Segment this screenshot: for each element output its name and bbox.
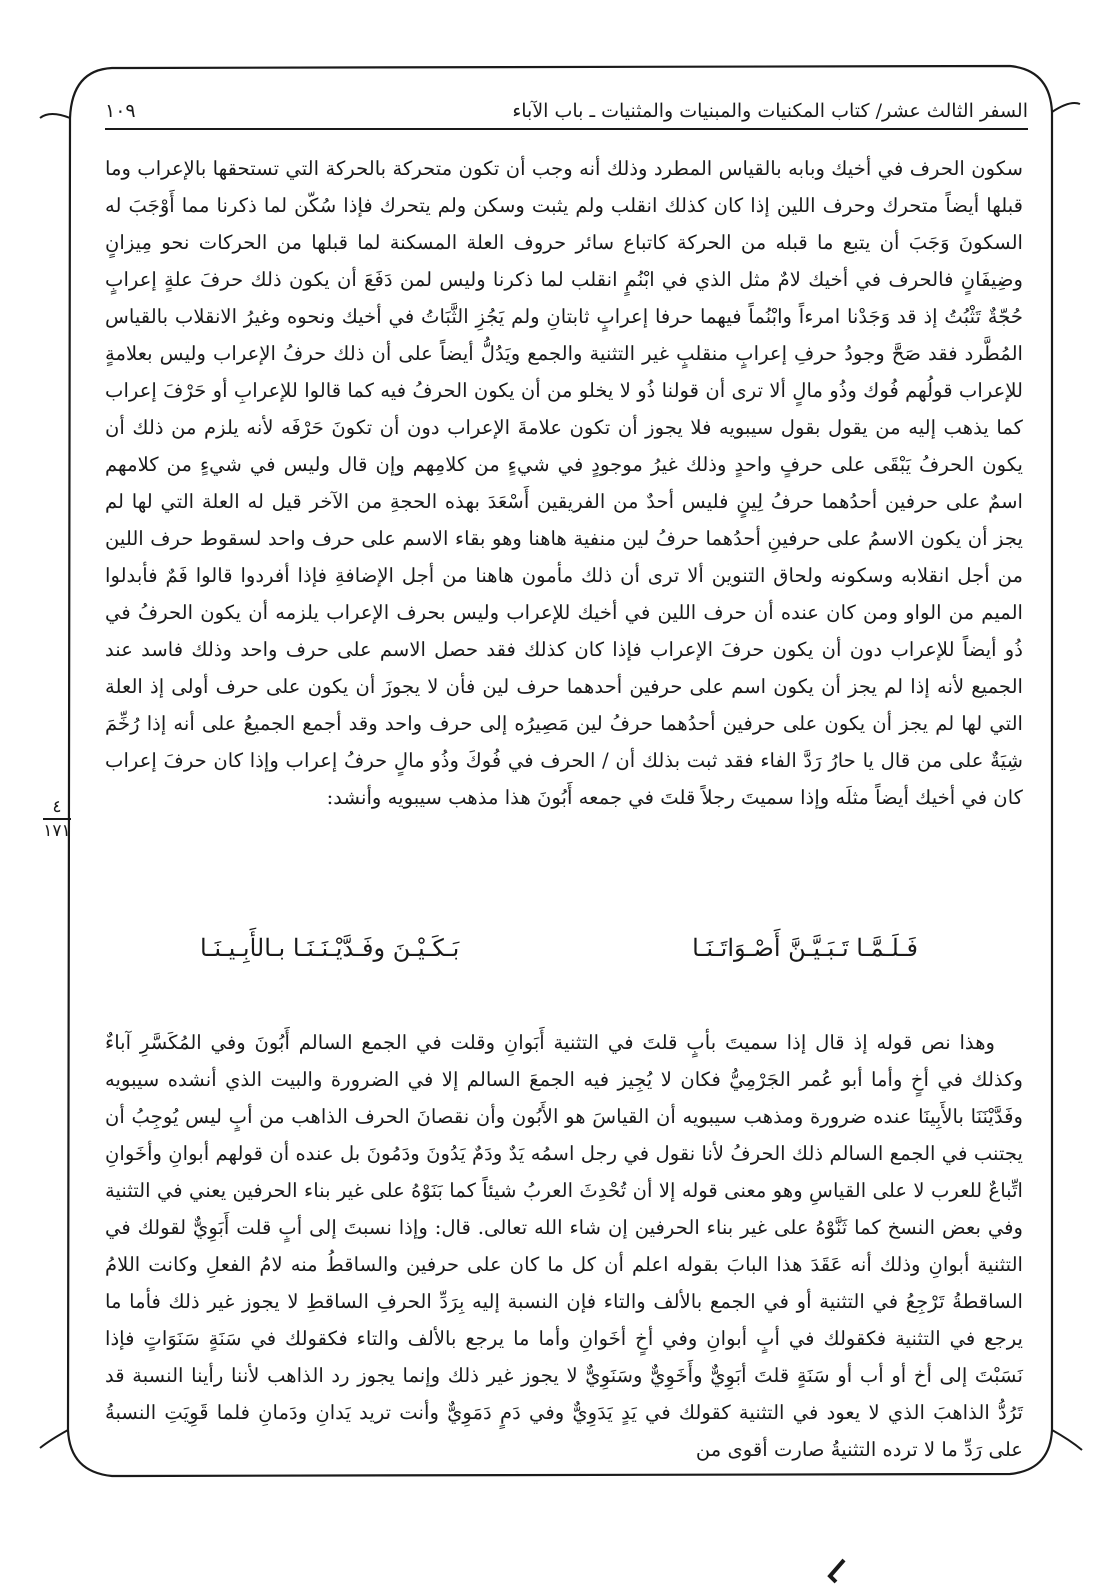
margin-reference-divider — [43, 818, 71, 820]
margin-reference-volume: ٤ — [52, 797, 62, 817]
margin-reference — [40, 798, 74, 840]
running-header — [105, 86, 1028, 130]
margin-reference-page: ١٧١ — [43, 821, 71, 841]
running-title: السفر الثالث عشر/ كتاب المكنيات والمبنيات والمثنيات ـ باب الآباء — [512, 100, 1028, 122]
verse-hemistich-1: فَـلَـمَّـا تَـبَـيَّـنَّ أَصْـوَاتَـنَـا — [692, 934, 918, 962]
verse-hemistich-2: بَـكَـيْـنَ وفَـدَّيْـنَـنَـا بـالأَبِـيـنَـا — [200, 934, 460, 962]
second-text-block — [105, 1024, 1023, 1468]
paragraph-1: سكون الحرف في أخيك وبابه بالقياس المطرد وذلك أنه وجب أن تكون متحركة بالحركة التي تستحقها بالإعراب وما قبلها أيضاً متحرك وحرف اللين إذا كان كذلك انقلب ولم يثبت وسكن ولم يتحرك فإذا سُكّن لما ذكرنا مما أَوْجَبَ له السكونَ وَجَبَ أن يتبع ما قبله من الحركة كاتباع سائر حروف العلة المسكنة لما قبلها من الحركات نحو مِيزانٍ وضِيفَانٍ فالحرف في أخيك لامٌ مثل الذي في ابْنُمٍ انقلب لما ذكرنا وليس لمن دَفَعَ أن يكون ذلك حرفَ علةٍ إعرابٍ حُجّةٌ تَثْبُتُ إذ قد وَجَدْنا امرءاً وابْنُماً فيهما حرفا إعرابٍ ثابتانِ ولم يَجُزِ الثَّبَاتُ في أخيك ونحوه وغيرُ الانقلاب بالقياس المُطَّرد فقد صَحَّ وجودُ حرفِ إعرابٍ منقلبٍ غير التثنية والجمع ويَدُلُّ أيضاً على أن ذلك حرفُ الإعراب وليس بعلامةٍ للإعراب قولُهم فُوك وذُو مالٍ ألا ترى أن قولنا ذُو لا يخلو من أن يكون الحرفُ فيه كما قالوا للإعرابِ أو حَرْفَ إعراب كما يذهب إليه من يقول بقول سيبويه فلا يجوز أن تكون علامةَ الإعراب دون أن تكونَ حَرْفَه لأنه يلزم من ذلك أن يكون الحرفُ يَبْقَى على حرفٍ واحدٍ وذلك غيرُ موجودٍ في شيءٍ من كلامِهم وإن قال وليس في شيءٍ من كلامهم اسمٌ على حرفين أحدُهما حرفُ لِينٍ فليس أحدٌ من الفريقين أَسْعَدَ بهذه الحجةِ من الآخر قيل له العلة التي لها لم يجز أن يكون الاسمُ على حرفينِ أحدُهما حرفُ لين منفية هاهنا وهو بقاء الاسم على حرف واحد لسقوط حرف اللين من أجل انقلابه وسكونه ولحاق التنوين ألا ترى أن ذلك مأمون هاهنا من أجل الإضافةِ فإذا أفردوا قالوا فَمٌ فأبدلوا الميم من الواو ومن كان عنده أن حرف اللين في أخيك للإعراب وليس بحرف الإعراب يلزمه أن يكون الحرفُ في ذُو أيضاً للإعراب دون أن يكون حرفَ الإعراب فإذا كان كذلك فقد حصل الاسم على حرف واحد وذلك فاسد عند الجميع لأنه إذا لم يجز أن يكون اسم على حرفين أحدهما حرف لين فأن لا يجوزَ أن يكون على حرف أولى إذ العلة التي لها لم يجز أن يكون على حرفين أحدُهما حرفُ لين مَصِيرُه إلى حرف واحد وقد أجمع الجميعُ على أنه إذا رُخِّمَ شِيَةٌ على من قال يا حارُ رَدَّ الفاء فقد ثبت بذلك أن / الحرف في فُوكَ وذُو مالٍ حرفُ إعراب وإذا كان حرفَ إعراب كان في أخيك أيضاً مثلَه وإذا سميتَ رجلاً قلتَ في جمعه أَبُونَ هذا مذهب سيبويه وأنشد: — [105, 157, 1023, 809]
scan-mark-icon — [822, 1556, 852, 1586]
page-number: ١٠٩ — [105, 100, 136, 122]
paragraph-2: وهذا نص قوله إذ قال إذا سميتَ بأبٍ قلتَ في التثنية أَبَوانِ وقلت في الجمع السالم أَبُونَ وفي المُكَسَّرِ آباءٌ وكذلك في أخٍ وأما أبو عُمر الجَرْمِيُّ فكان لا يُجِيز فيه الجمعَ السالم إلا في الضرورة والبيت الذي أنشده سيبويه وفَدَّيْنَنَا بالأَبِينَا عنده ضرورة ومذهب سيبويه أن القياسَ هو الأَبُون وأن نقصانَ الحرف الذاهب من أبٍ ليس يُوجِبُ أن يجتنب في الجمع السالم ذلك الحرفُ لأنا نقول في رجل اسمُه يَدٌ ودَمٌ يَدُونَ ودَمُونَ بل عنده أن قولهم أبوانِ وأخَوانِ اتِّباعٌ للعرب لا على القياسِ وهو معنى قوله إلا أن تُحْدِثَ العربُ شيئاً كما بَنَوْهُ على غير بناء الحرفين يعني في التثنية وفي بعض النسخ كما ثَنَّوْهُ على غير بناء الحرفين إن شاء الله تعالى. قال: وإذا نسبتَ إلى أبٍ قلت أَبَوِيٌّ لقولك في التثنية أبوانِ وذلك أنه عَقَدَ هذا البابَ بقوله اعلم أن كل ما كان على حرفين والساقطُ منه لامُ الفعلِ وكانت اللامُ الساقطةُ تَرْجِعُ في التثنية أو في الجمع بالألف والتاء فإن النسبة إليه بِرَدِّ الحرفِ الساقطِ لا يجوز غير ذلك فأما ما يرجع في التثنية فكقولك في أبٍ أبوانِ وفي أخٍ أخَوانِ وأما ما يرجع بالألف والتاء فكقولك في سَنَةٍ سَنَوَاتٍ فإذا نَسَبْتَ إلى أخ أو أب أو سَنَةٍ قلتَ أبَوِيٌّ وأَخَوِيٌّ وسَنَوِيٌّ لا يجوز غير ذلك وإنما يجوز رد الذاهب لأننا رأينا النسبة قد تَرُدُّ الذاهبَ الذي لا يعود في التثنية كقولك في يَدٍ يَدَوِيٌّ وفي دَمٍ دَمَوِيٌّ وأنت تريد يَدانِ ودَمانِ فلما قَوِيَتِ النسبةُ على رَدِّ ما لا ترده التثنيةُ صارت أقوى من — [105, 1031, 1023, 1461]
main-text-block — [105, 150, 1023, 816]
poetry-verse — [200, 928, 918, 968]
